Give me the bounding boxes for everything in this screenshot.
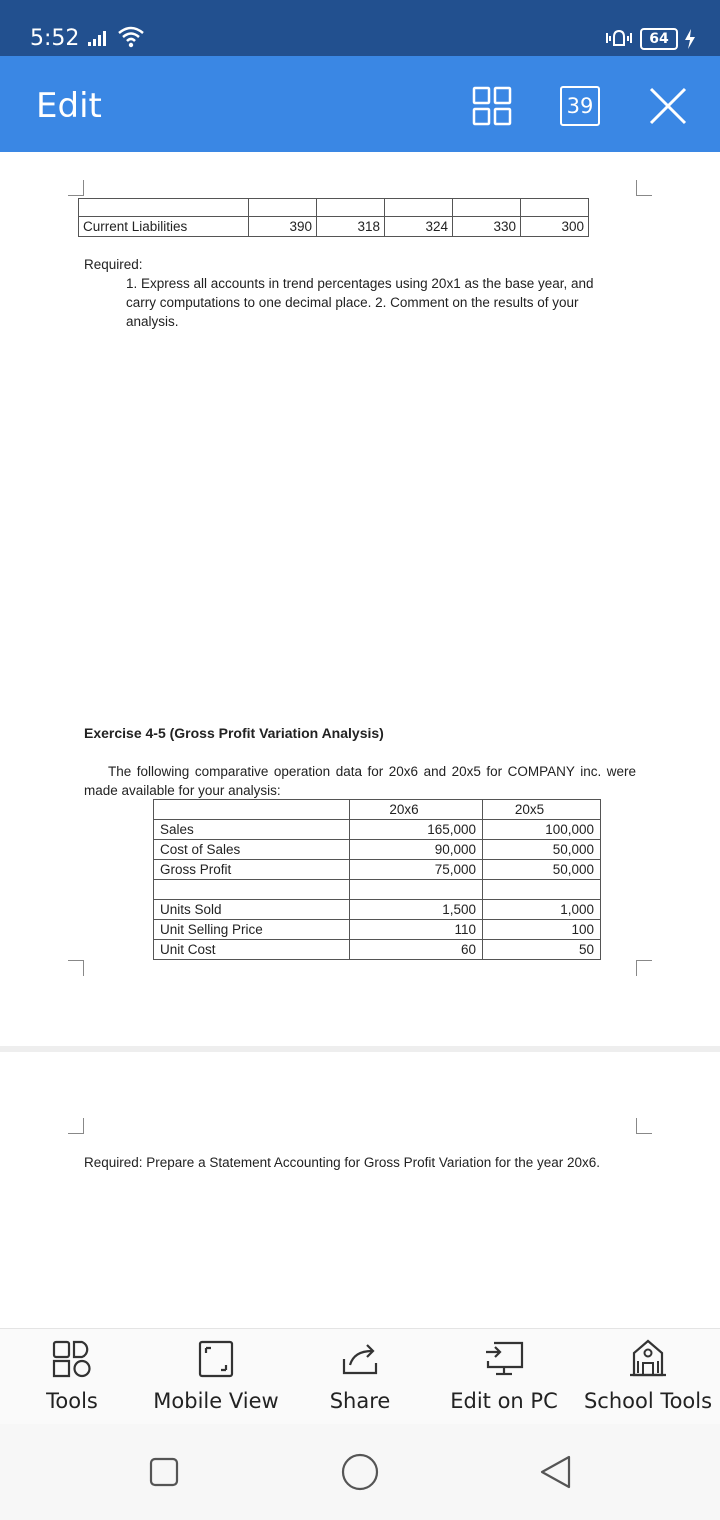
row-value: 110 [350, 920, 483, 940]
column-header: 20x6 [350, 800, 483, 820]
back-icon[interactable] [538, 1454, 574, 1490]
share-label: Share [329, 1389, 391, 1413]
close-icon[interactable] [648, 86, 688, 126]
tools-button[interactable] [30, 1329, 114, 1425]
row-value: 75,000 [350, 860, 483, 880]
page-corner-mark [68, 180, 84, 196]
row-value [350, 880, 483, 900]
row-label: Sales [154, 820, 350, 840]
table-row [154, 880, 601, 900]
alarm-icon [604, 27, 634, 49]
page-corner-mark [68, 1118, 84, 1134]
school-icon [628, 1339, 668, 1379]
row-value: 100 [483, 920, 601, 940]
page-corner-mark [636, 1118, 652, 1134]
row-value: 100,000 [483, 820, 601, 840]
share-button[interactable] [320, 1329, 400, 1425]
table-row [154, 900, 601, 920]
row-value [483, 880, 601, 900]
document-view[interactable] [0, 152, 720, 1328]
table-cell: 324 [385, 217, 453, 237]
charging-icon [684, 28, 696, 50]
row-value: 60 [350, 940, 483, 960]
system-nav-bar [0, 1424, 720, 1520]
row-label: Gross Profit [154, 860, 350, 880]
status-bar [0, 0, 720, 56]
row-label [154, 880, 350, 900]
mobile-view-icon [198, 1339, 234, 1379]
table-row [154, 860, 601, 880]
table-cell: Current Liabilities [79, 217, 249, 237]
page-title: Edit [36, 86, 102, 126]
current-liabilities-table [78, 198, 589, 237]
table-row [154, 840, 601, 860]
share-icon [340, 1339, 380, 1379]
table-row [154, 920, 601, 940]
table-cell: 390 [249, 217, 317, 237]
row-label: Unit Cost [154, 940, 350, 960]
exercise-title: Exercise 4-5 (Gross Profit Variation Analysis) [84, 725, 384, 741]
edit-on-pc-button[interactable] [446, 1329, 562, 1425]
tools-icon [52, 1339, 92, 1379]
school-tools-button[interactable] [582, 1329, 714, 1425]
table-row [154, 820, 601, 840]
edit-on-pc-icon [484, 1339, 524, 1379]
mobile-view-button[interactable] [152, 1329, 280, 1425]
row-value: 90,000 [350, 840, 483, 860]
page-corner-mark [68, 960, 84, 976]
battery-icon: 64 [640, 28, 678, 50]
table-cell: 330 [453, 217, 521, 237]
tools-label: Tools [46, 1389, 98, 1413]
row-value: 50,000 [483, 840, 601, 860]
row-label: Cost of Sales [154, 840, 350, 860]
status-time: 5:52 [30, 26, 80, 51]
wifi-icon [118, 26, 144, 48]
row-value: 1,000 [483, 900, 601, 920]
school-tools-label: School Tools [583, 1389, 713, 1413]
row-label: Unit Selling Price [154, 920, 350, 940]
required-heading: Required: [84, 257, 143, 272]
required-section [84, 255, 604, 331]
grid-view-icon[interactable] [472, 86, 512, 126]
row-value: 165,000 [350, 820, 483, 840]
row-value: 50,000 [483, 860, 601, 880]
bottom-toolbar [0, 1328, 720, 1424]
edit-on-pc-label: Edit on PC [450, 1389, 558, 1413]
column-header: 20x5 [483, 800, 601, 820]
row-value: 50 [483, 940, 601, 960]
row-label: Units Sold [154, 900, 350, 920]
app-bar [0, 56, 720, 152]
page-corner-mark [636, 960, 652, 976]
required-body: 1. Express all accounts in trend percentages using 20x1 as the base year, and carry computations to one decimal place. 2. Comment on the results of your analysis. [126, 276, 594, 329]
recent-apps-icon[interactable] [148, 1456, 180, 1488]
exercise-intro [84, 762, 636, 800]
page-corner-mark [636, 180, 652, 196]
table-cell: 300 [521, 217, 589, 237]
table-cell: 318 [317, 217, 385, 237]
page-count-button[interactable]: 39 [560, 86, 600, 126]
row-value: 1,500 [350, 900, 483, 920]
page-separator [0, 1046, 720, 1052]
exercise-intro-text: The following comparative operation data for 20x6 and 20x5 for COMPANY inc. were made available for your analysis: [84, 764, 636, 798]
table-row [154, 940, 601, 960]
required-statement: Required: Prepare a Statement Accounting for Gross Profit Variation for the year 20x6. [84, 1155, 601, 1170]
mobile-view-label: Mobile View [153, 1389, 279, 1413]
operation-data-table [153, 799, 601, 960]
home-icon[interactable] [340, 1452, 380, 1492]
signal-icon [88, 30, 112, 46]
